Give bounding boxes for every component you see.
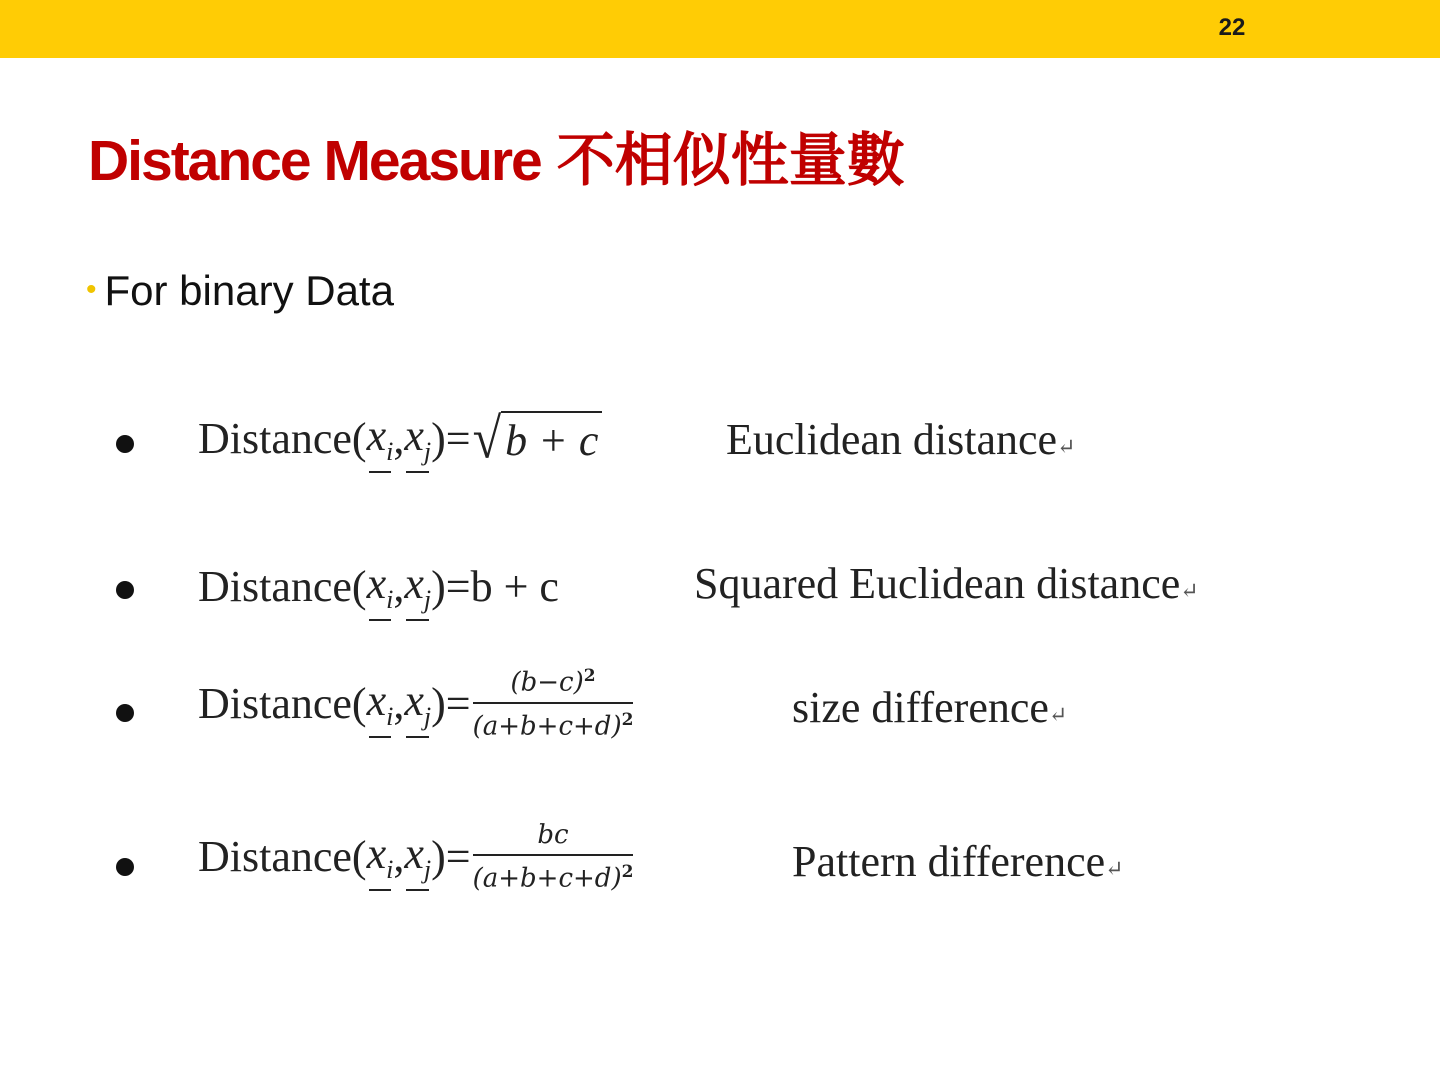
return-mark-icon: ↵ [1048, 702, 1068, 727]
fraction [473, 666, 634, 741]
radical-sign: √ [472, 408, 502, 471]
formula-bullet-icon [116, 435, 134, 453]
formula-lhs: Distance( [198, 414, 367, 463]
fraction-numerator: $(b-c)^2$ [510, 666, 596, 698]
vector-xi: $x_i$ [366, 559, 394, 614]
title-main: Distance Measure [88, 129, 541, 193]
vector-xj: $x_j$ [404, 411, 432, 466]
formula-expression [198, 666, 633, 741]
formula-expression [198, 820, 633, 894]
formula-equals: )= [431, 832, 471, 882]
formula-comma: , [393, 832, 405, 882]
fraction-numerator: bc [537, 820, 569, 850]
formula-comma: , [393, 414, 405, 463]
fraction-denominator: $(a+b+c+d)^2$ [473, 702, 634, 742]
bullet-dot-icon: • [86, 273, 97, 306]
slide-number: 22 [1218, 14, 1246, 41]
formula-label: Pattern difference↵ [792, 837, 1124, 886]
formula-bullet-icon [116, 704, 134, 722]
vector-xj: $x_j$ [404, 676, 432, 732]
formula-lhs: Distance( [198, 832, 367, 882]
fraction-denominator: $(a+b+c+d)^2$ [473, 854, 634, 894]
formula-bullet-icon [116, 858, 134, 876]
return-mark-icon: ↵ [1057, 434, 1076, 459]
bullet-for-binary-data [86, 266, 394, 316]
vector-xj: $x_j$ [404, 829, 432, 885]
formula-expression [198, 408, 602, 471]
formula-comma: , [393, 679, 405, 729]
formula-equals: )= [431, 562, 471, 611]
formula-label: Euclidean distance↵ [726, 415, 1076, 464]
formula-lhs: Distance( [198, 562, 367, 611]
title-cjk: 不相似性量數 [556, 126, 905, 194]
vector-xi: $x_i$ [366, 676, 394, 732]
slide-title [88, 126, 905, 196]
vector-xi: $x_i$ [366, 829, 394, 885]
fraction [473, 820, 634, 894]
return-mark-icon: ↵ [1180, 578, 1199, 603]
vector-xi: $x_i$ [366, 411, 394, 466]
formula-lhs: Distance( [198, 679, 367, 729]
formula-rhs: b + c [470, 562, 559, 611]
square-root [472, 408, 603, 471]
formula-equals: )= [431, 679, 471, 729]
return-mark-icon: ↵ [1105, 856, 1124, 881]
vector-xj: $x_j$ [404, 559, 432, 614]
formula-comma: , [393, 562, 405, 611]
bullet-text: For binary Data [104, 267, 394, 314]
formula-expression [198, 558, 559, 615]
formula-bullet-icon [116, 581, 134, 599]
formula-label: Squared Euclidean distance↵ [694, 559, 1199, 608]
radicand: b + c [501, 411, 602, 466]
formula-equals: )= [431, 414, 471, 463]
formula-label: size difference↵ [792, 683, 1068, 732]
